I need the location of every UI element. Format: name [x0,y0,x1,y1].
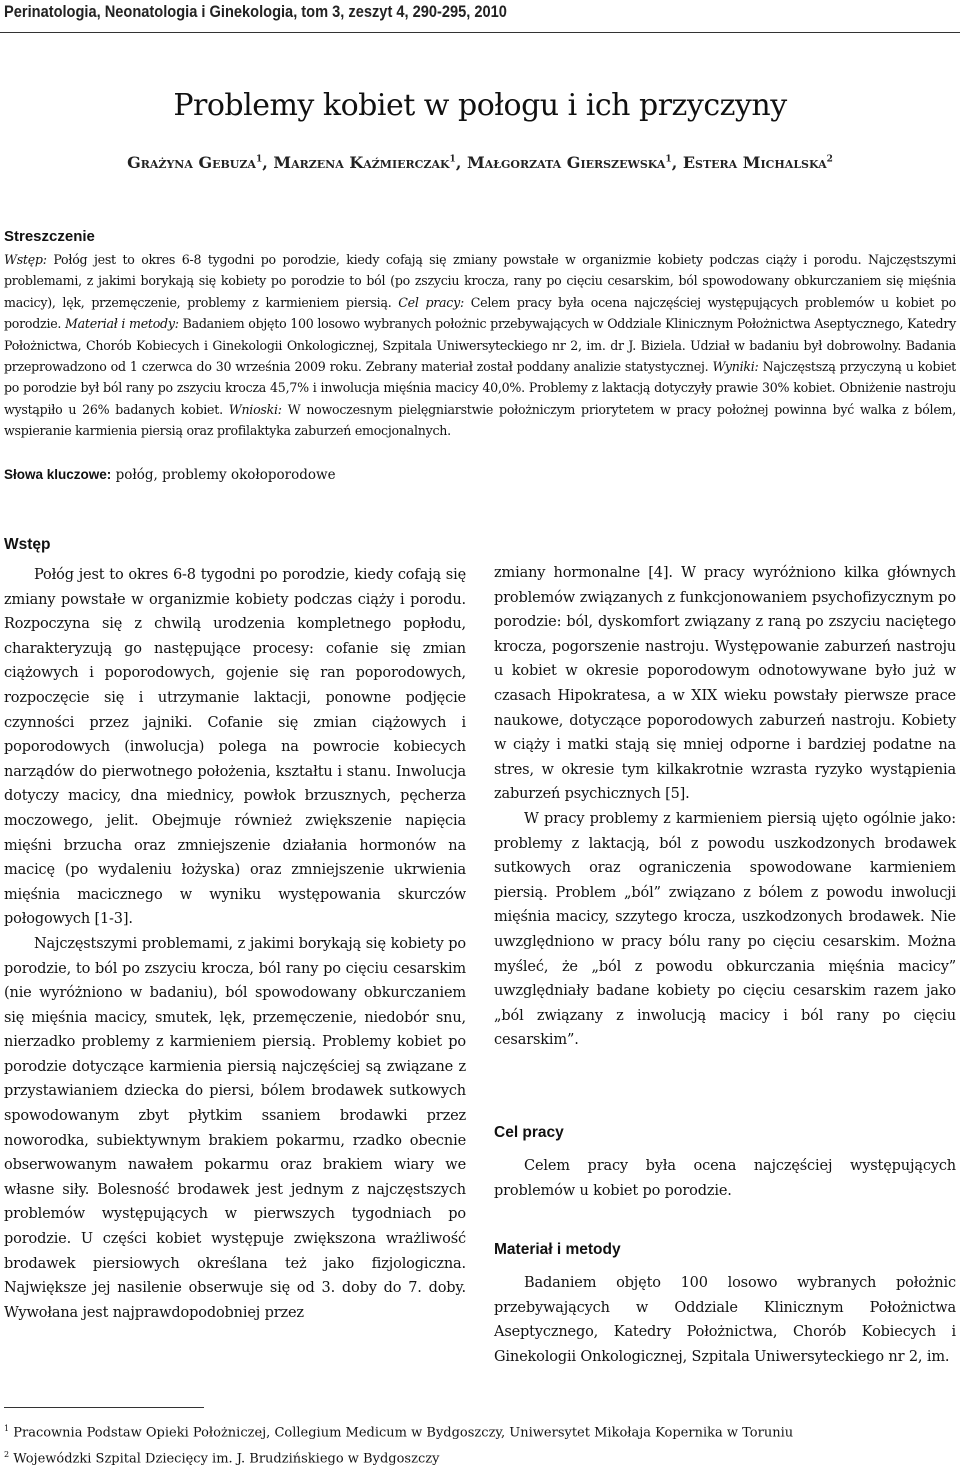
section-heading-aim: Cel pracy [494,1124,564,1141]
abstract-intro-label: Wstęp: [4,252,47,267]
paragraph: Celem pracy była ocena najczęściej występujących problemów u kobiet po porodzie. [494,1158,956,1199]
abstract-body [4,249,956,442]
right-column [494,561,956,1053]
keywords [4,467,336,483]
footnote-divider [4,1407,204,1408]
author-name: Marzena Kaźmierczak [273,153,450,172]
abstract-intro-text: Połóg jest to okres 6-8 tygodni po porodzie, kiedy cofają się zmiany powstałe w organizmie kobiety podczas ciąży i porodu. Najczęstszymi problemami, z jakimi borykają się kobiety po porodzie to ból (po zszyciu krocza, rany po cięciu cesarskim, ból spowodowany obkurczaniem się mięśnia macicy), lęk, przemęczenie, problemy z karmieniem piersią. [4,252,956,310]
footnotes [4,1418,793,1471]
author-affiliation: 2 [826,154,833,165]
abstract-aim-label: Cel pracy: [398,294,464,310]
author-affiliation: 1 [449,154,456,165]
paragraph: Badaniem objęto 100 losowo wybranych położnic przebywających w Oddziale Klinicznym Położnictwa Aseptycznego, Katedry Położnictwa, Chorób Kobiecych i Ginekologii Onkologicznej, Szpitala Uniwersyteckiego nr 2, im. [494,1275,956,1365]
abstract-results-text: Najczęstszą przyczyną u kobiet po porodzie był ból rany po zszyciu krocza 45,7% i inwolucja mięśnia macicy 40,0%. Problemy z laktacją dotyczyły prawie 30% kobiet. Obniżenie nastroju wystąpiło u 26% badanych kobiet. [4,359,956,417]
footnote [4,1444,793,1470]
page-title: Problemy kobiet w połogu i ich przyczyny [173,88,787,123]
journal-header: Perinatologia, Neonatologia i Ginekologia, tom 3, zeszyt 4, 290-295, 2010 [4,2,507,21]
abstract-results-label: Wyniki: [712,359,759,375]
paragraph: Połóg jest to okres 6-8 tygodni po porodzie, kiedy cofają się zmiany powstałe w organizmie kobiety podczas ciąży i porodu. Rozpoczyna się z chwilą urodzenia kompletnego popłodu, charakteryzują go następujące procesy: cofanie się zmian ciążowych i poporodowych, gojenie się ran poporodowych, rozpoczęcie się i utrzymanie laktacji, ponowne podjęcie czynności przez jajniki. Cofanie się zmian ciążowych i poporodowych (inwolucja) polega na powrocie kobiecych narządów do pierwotnego położenia, kształtu i stanu. Inwolucja dotyczy macicy, dna miednicy, powłok brzusznych, pęcherza moczowego, jelit. Obejmuje również zwiększenie napięcia mięśni brzucha oraz zmniejszenie działania hormonów na macicę (po wydaleniu łożyska) oraz zmniejszenie ukrwienia mięśnia macicznego w wyniku występowania skurczów połogowych [1-3]. [4,567,466,928]
footnote-number: 2 [4,1450,10,1460]
abstract-conclusions-label: Wnioski: [228,401,282,417]
methods-section [494,1271,956,1369]
author-name: Estera Michalska [682,153,827,172]
footnote-number: 1 [4,1424,10,1433]
abstract-methods-text: Badaniem objęto 100 losowo wybranych położnic przebywających w Oddziale Klinicznym Położnictwa Aseptycznego, Katedry Położnictwa, Chorób Kobiecych i Ginekologii Onkologicznej, Szpitala Uniwersyteckiego nr 2, im. dr J. Biziela. Udział w badaniu był dobrowolny. Badania przeprowadzono od 1 czerwca do 30 września 2009 roku. Zebrany materiał został poddany analizie statystycznej. [4,316,956,375]
author-affiliation: 1 [255,154,263,165]
author-name: Grażyna Gebuza [127,153,256,172]
header-divider [0,32,960,33]
paragraph: W pracy problemy z karmieniem piersią ujęto ogólnie jako: problemy z laktacją, ból z powodu uszkodzonych brodawek sutkowych oraz ograniczenia spowodowane karmieniem piersią. Problem „ból” związano z bólem z powodu inwolucji mięśnia macicy, szzytego krocza, uszkodzonych brodawek. Nie uwzględniono w pracy bólu rany po cięciu cesarskim. Można myśleć, że „ból z powodu obkurczania mięśnia macicy” uwzględniały badane kobiety po cięciu cesarskim razem jako „ból związany z inwolucją macicy i ból rany po cięciu cesarskim”. [494,810,956,1049]
abstract-aim-text: Celem pracy była ocena najczęściej występujących problemów u kobiet po porodzie. [4,294,956,332]
aim-section [494,1154,956,1203]
keywords-text: połóg, problemy okołoporodowe [111,467,336,483]
abstract-conclusions-text: W nowoczesnym pielęgniarstwie położniczym priorytetem w pracy położnej powinna być walka z bólem, wspieranie karmienia piersią oraz profilaktyka zaburzeń emocjonalnych. [4,401,956,439]
author-name: Małgorzata Gierszewska [466,153,666,172]
paragraph: Najczęstszymi problemami, z jakimi borykają się kobiety po porodzie, to ból po zszyciu krocza, ból rany po cięciu cesarskim (nie wyróżniono w badaniu), ból spowodowany obkurczaniem się mięśnia macicy, smutek, lęk, przemęczenie, niedobór snu, nierzadko problemy z karmieniem piersią. Problemy kobiet po porodzie dotyczące karmienia piersią najczęściej są związane z przystawianiem dziecka do piersi, bólem brodawek sutkowych spowodowanym zbyt płytkim ssaniem brodawki przez noworodka, subiektywnym brakiem pokarmu, rzadko obecnie obserwowanym nawałem pokarmu oraz brakiem wiary we własne siły. Bolesność brodawek jest jednym z najczęstszych problemów występujących w pierwszych tygodniach po porodzie. U części kobiet występuje zwiększona wrażliwość brodawek piersiowych określana też jako fizjologiczna. Największe jej nasilenie obserwuje się od 3. doby do 7. doby. Wywołana jest najprawdopodobniej przez [4,935,466,1321]
left-column [4,563,466,1325]
keywords-label: Słowa kluczowe: [4,467,112,482]
footnote [4,1418,793,1444]
abstract-methods-label: Materiał i metody: [65,316,179,332]
paragraph: zmiany hormonalne [4]. W pracy wyróżniono kilka głównych problemów związanych z funkcjonowaniem psychofizycznym po porodzie: ból, dyskomfort związany z raną po zszyciu naciętego krocza, pogorszenie nastroju. Występowanie zaburzeń nastroju u kobiet w okresie poporodowym odnotowywane było już w czasach Hipokratesa, a w XIX wieku powstały pierwsze prace naukowe, dotyczące poporodowych zaburzeń nastroju. Kobiety w ciąży i matki stają się mniej odporne i bardziej podatne na stres, w okresie tym kilkakrotnie wzrasta ryzyko wystąpienia zaburzeń psychicznych [5]. [494,565,956,803]
section-heading-intro: Wstęp [4,536,51,553]
section-heading-methods: Materiał i metody [494,1241,621,1258]
footnote-text: Pracownia Podstaw Opieki Położniczej, Collegium Medicum w Bydgoszczy, Uniwersytet Mikołaja Kopernika w Toruniu [9,1425,794,1441]
author-affiliation: 1 [665,154,672,165]
author-list: Grażyna Gebuza$^1$, Marzena Kaźmierczak$^1$, Małgorzata Gierszewska$^1$, Estera Michalska$^2$ [127,153,833,172]
abstract-heading: Streszczenie [4,228,95,245]
footnote-text: Wojewódzki Szpital Dziecięcy im. J. Brudzińskiego w Bydgoszczy [9,1451,440,1467]
